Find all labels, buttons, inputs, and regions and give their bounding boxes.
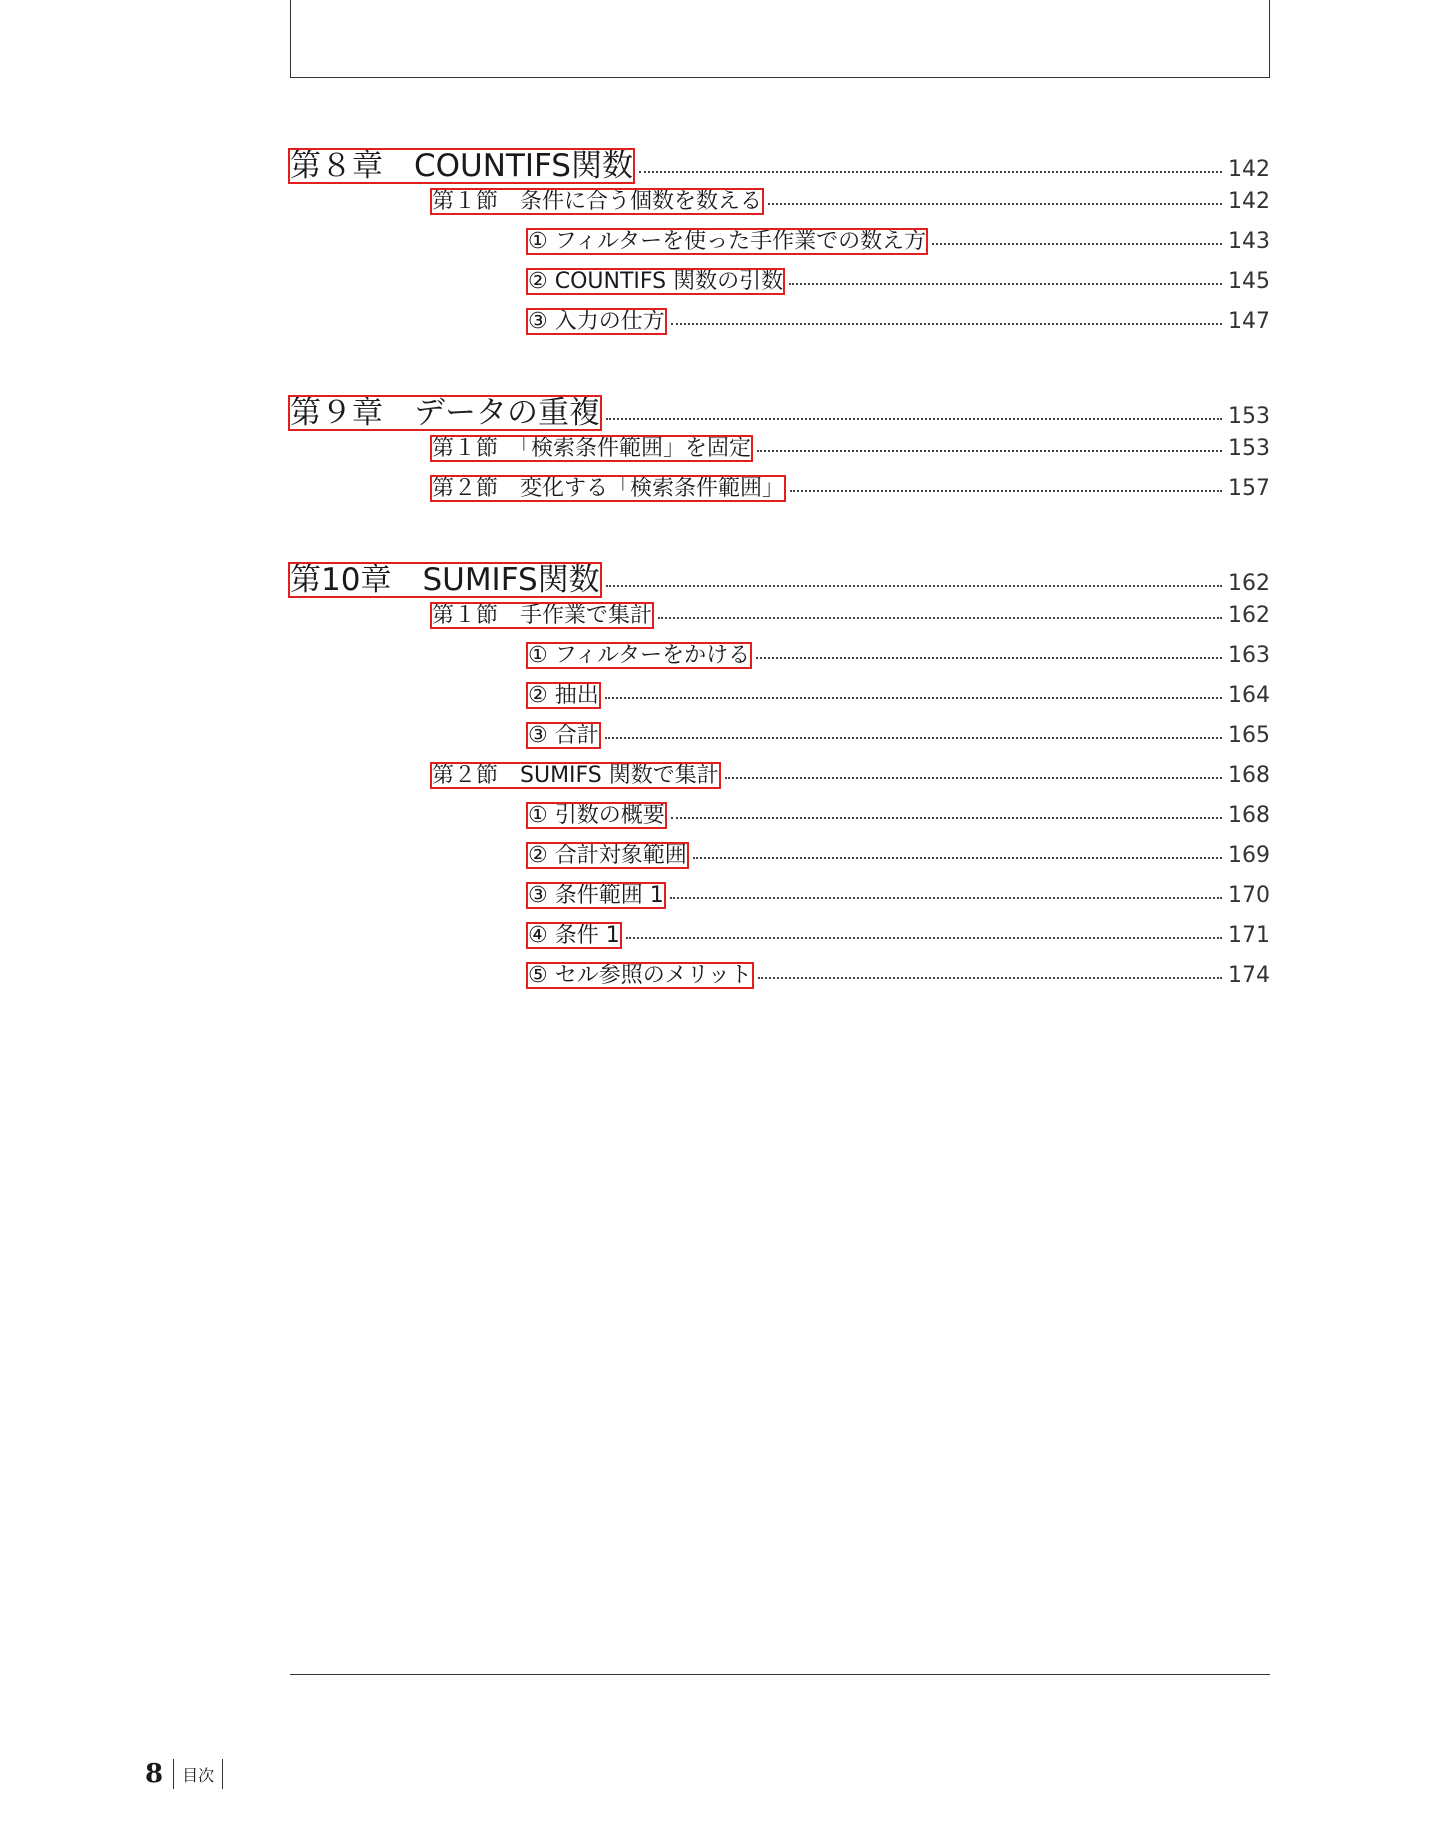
toc-section[interactable] [290, 477, 1270, 517]
toc-item-title: ① フィルターを使った手作業での数え方 [528, 229, 927, 254]
toc-chapter-title: 第10章 SUMIFS関数 [290, 562, 600, 598]
toc-chapter-10[interactable] [290, 564, 1270, 604]
chapter-gap [290, 517, 1270, 564]
toc-item-title: ③ 条件範囲 1 [528, 883, 664, 908]
toc-page-number: 171 [1228, 923, 1270, 948]
toc-section[interactable] [290, 190, 1270, 230]
toc-chapter-title: 第８章 COUNTIFS関数 [290, 148, 633, 184]
toc-page-number: 165 [1228, 723, 1270, 748]
toc-section[interactable] [290, 437, 1270, 477]
toc-section[interactable] [290, 764, 1270, 804]
toc-page-number: 145 [1228, 269, 1270, 294]
toc-item[interactable] [290, 924, 1270, 964]
toc-chapter-8[interactable] [290, 150, 1270, 190]
dot-leader [757, 450, 1222, 452]
dot-leader [671, 817, 1222, 819]
toc-chapter-title: 第９章 データの重複 [290, 395, 600, 431]
dot-leader [768, 203, 1222, 205]
toc-section-title: 第２節 SUMIFS 関数で集計 [432, 763, 719, 788]
dot-leader [626, 937, 1222, 939]
toc-section-title: 第１節 手作業で集計 [432, 603, 653, 628]
page-footer [145, 1758, 223, 1790]
toc-item[interactable] [290, 230, 1270, 270]
toc-page-number: 142 [1228, 157, 1270, 182]
toc-page-number: 169 [1228, 843, 1270, 868]
dot-leader [670, 897, 1222, 899]
footer-rule [290, 1674, 1270, 1675]
toc-item[interactable] [290, 964, 1270, 1004]
toc-section[interactable] [290, 604, 1270, 644]
toc-page-number: 168 [1228, 763, 1270, 788]
toc-page-number: 153 [1228, 436, 1270, 461]
toc-item-title: ③ 入力の仕方 [528, 309, 665, 334]
toc-page-number: 162 [1228, 603, 1270, 628]
toc-page-number: 147 [1228, 309, 1270, 334]
dot-leader [605, 737, 1222, 739]
dot-leader [671, 323, 1222, 325]
dot-leader [605, 697, 1222, 699]
dot-leader [658, 617, 1222, 619]
toc-item[interactable] [290, 804, 1270, 844]
dot-leader [693, 857, 1222, 859]
dot-leader [756, 657, 1222, 659]
toc-item[interactable] [290, 644, 1270, 684]
toc-section-title: 第１節 条件に合う個数を数える [432, 189, 763, 214]
toc-chapter-9[interactable] [290, 397, 1270, 437]
toc-item[interactable] [290, 684, 1270, 724]
footer-page-number: 8 [145, 1759, 174, 1789]
toc-page-number: 170 [1228, 883, 1270, 908]
dot-leader [932, 243, 1222, 245]
toc-page-number: 143 [1228, 229, 1270, 254]
toc-item-title: ① 引数の概要 [528, 803, 665, 828]
toc-section-title: 第１節 「検索条件範囲」を固定 [432, 436, 752, 461]
toc-page-number: 164 [1228, 683, 1270, 708]
dot-leader [606, 585, 1222, 587]
toc-item-title: ③ 合計 [528, 723, 599, 748]
dot-leader [639, 171, 1222, 173]
toc-page-number: 157 [1228, 476, 1270, 501]
toc-item[interactable] [290, 270, 1270, 310]
toc-item[interactable] [290, 724, 1270, 764]
toc-section-title: 第２節 変化する「検索条件範囲」 [432, 476, 785, 501]
toc-item-title: ① フィルターをかける [528, 643, 751, 668]
toc-item-title: ② 合計対象範囲 [528, 843, 687, 868]
toc-item[interactable] [290, 884, 1270, 924]
chapter-gap [290, 350, 1270, 397]
toc-page-number: 168 [1228, 803, 1270, 828]
toc-item[interactable] [290, 310, 1270, 350]
table-of-contents [290, 150, 1270, 1004]
dot-leader [725, 777, 1222, 779]
toc-item[interactable] [290, 844, 1270, 884]
footer-label: 目次 [174, 1759, 223, 1789]
toc-page-number: 163 [1228, 643, 1270, 668]
toc-item-title: ⑤ セル参照のメリット [528, 963, 752, 988]
toc-item-title: ② COUNTIFS 関数の引数 [528, 269, 784, 294]
toc-page-number: 162 [1228, 571, 1270, 596]
toc-item-title: ② 抽出 [528, 683, 599, 708]
toc-page-number: 153 [1228, 404, 1270, 429]
toc-page-number: 142 [1228, 189, 1270, 214]
top-frame-box [290, 0, 1270, 78]
toc-item-title: ④ 条件 1 [528, 923, 620, 948]
dot-leader [606, 418, 1222, 420]
dot-leader [790, 490, 1222, 492]
toc-page-number: 174 [1228, 963, 1270, 988]
dot-leader [789, 283, 1222, 285]
dot-leader [758, 977, 1222, 979]
